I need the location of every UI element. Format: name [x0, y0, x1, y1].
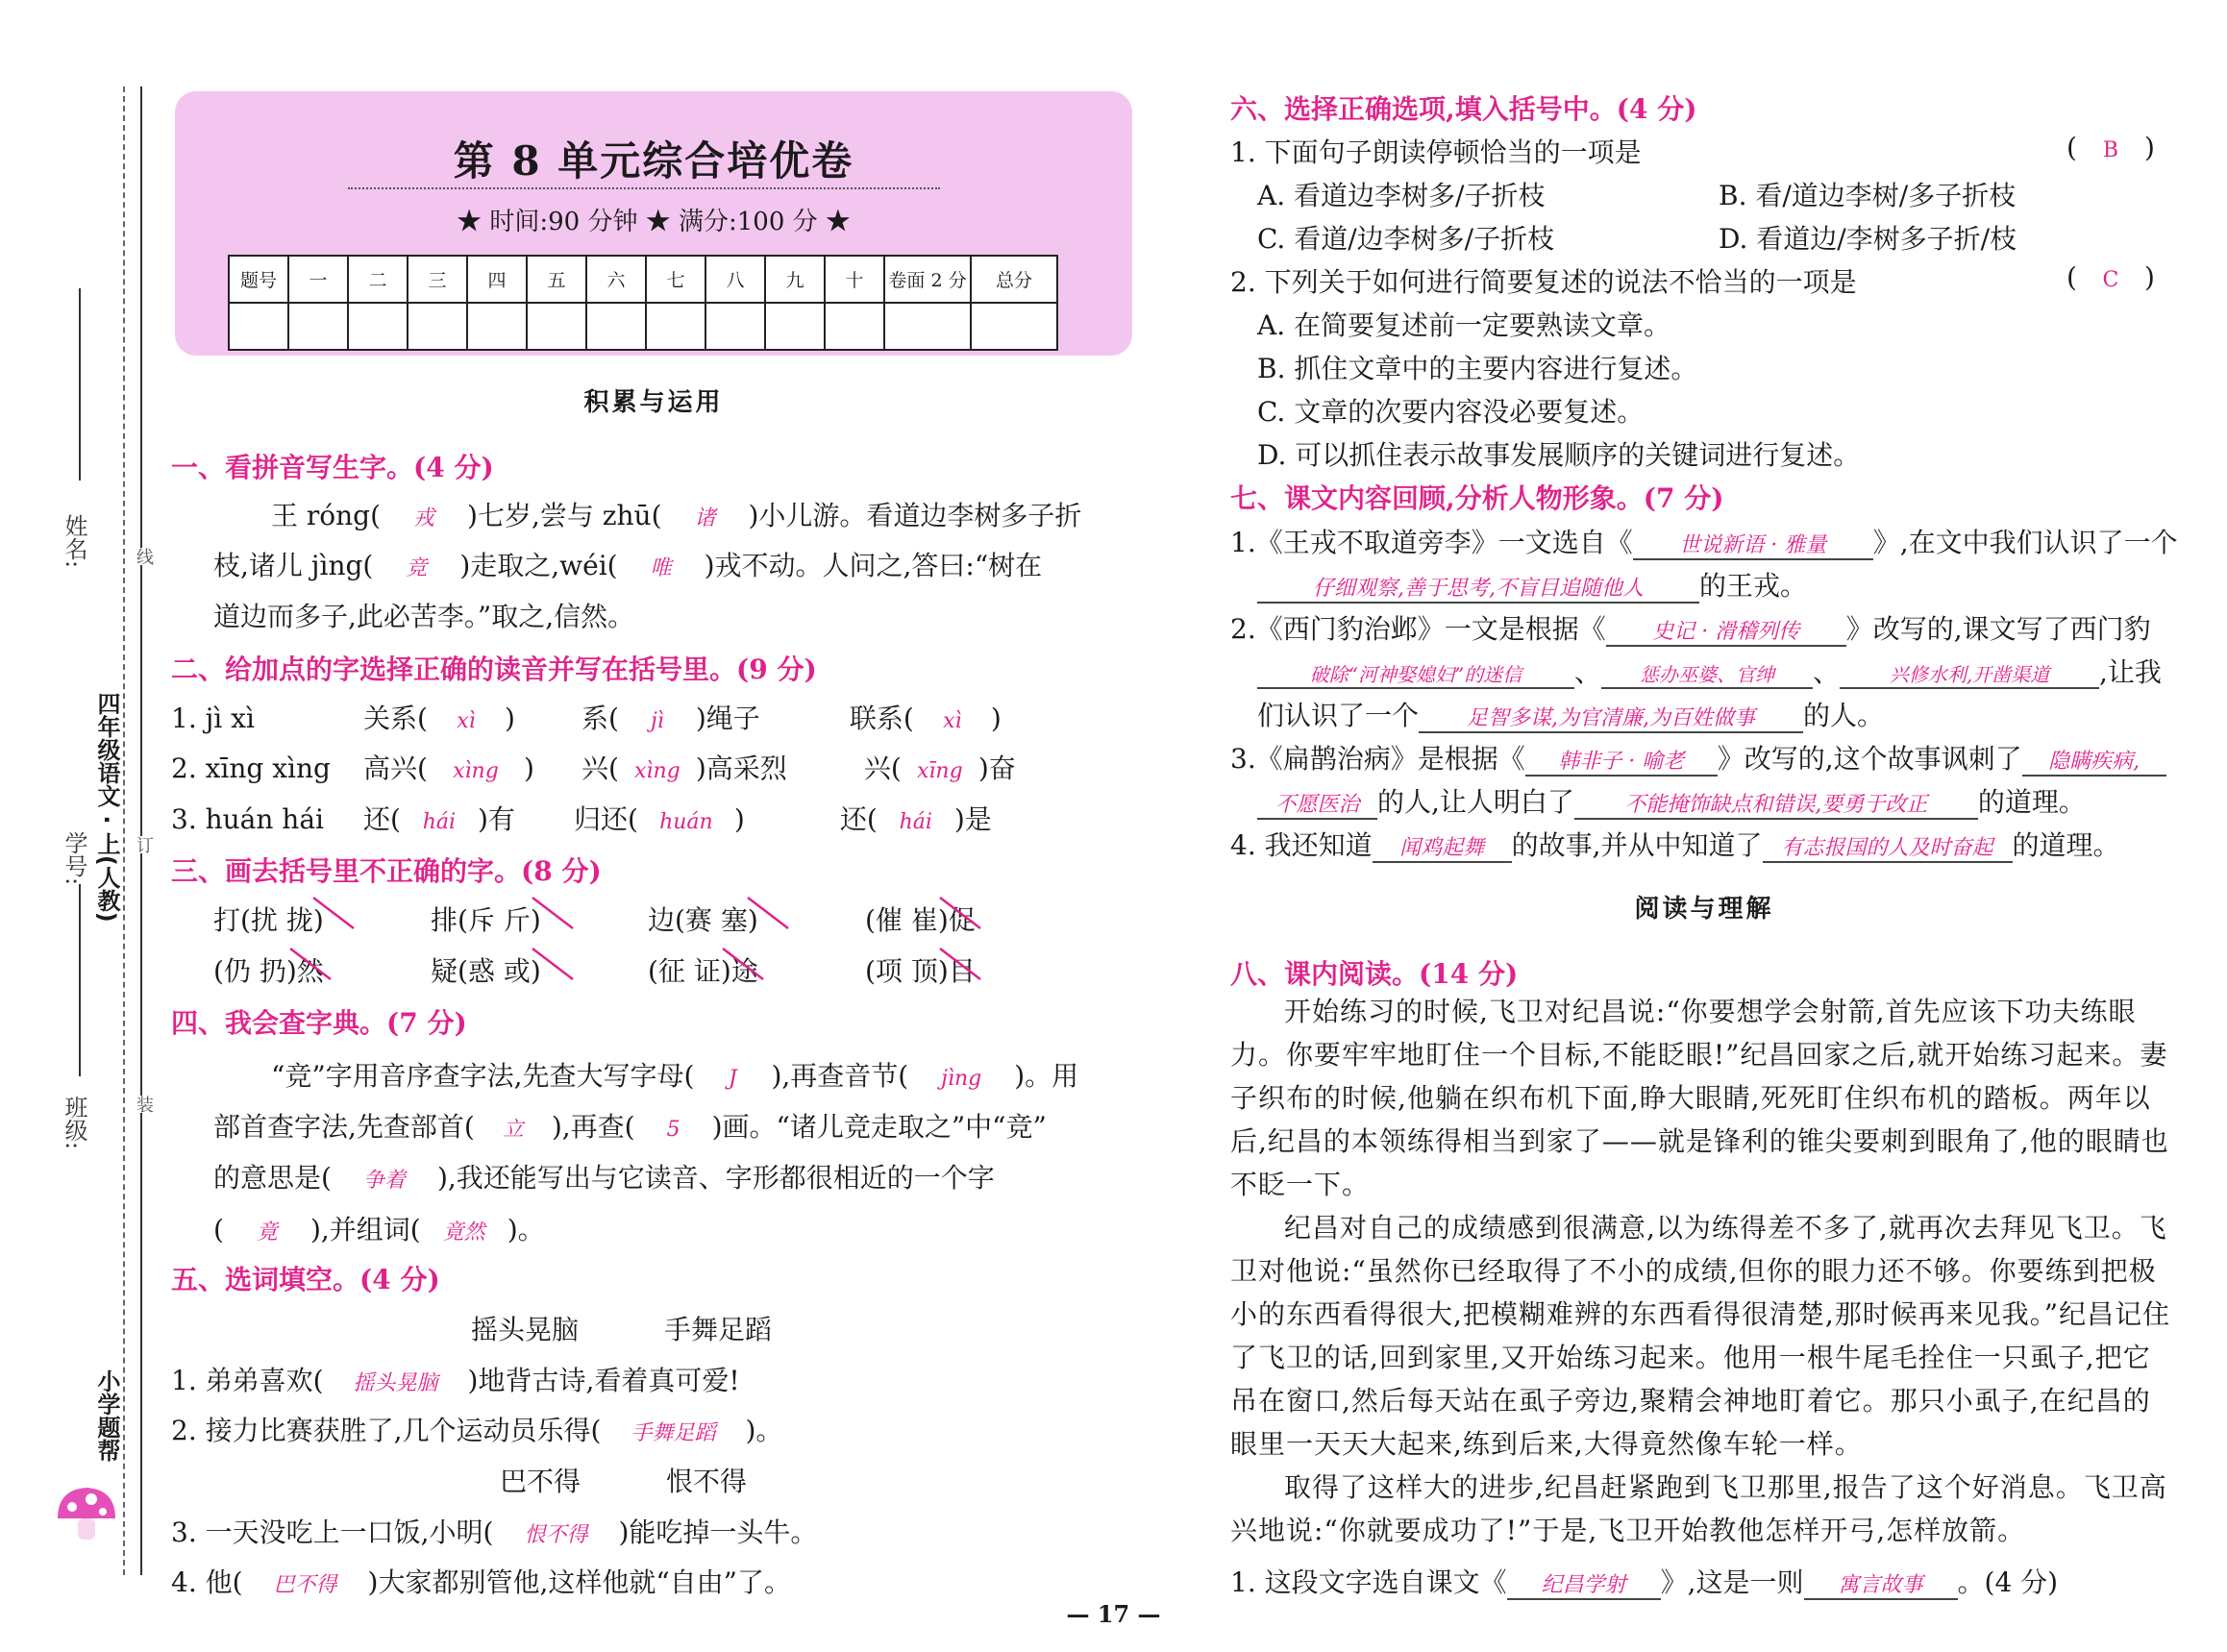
- score-cell[interactable]: [467, 303, 527, 350]
- q7-line-7: 不愿医治 的人,让人明白了 不能掩饰缺点和错误,要勇于改正 的道理。: [1257, 781, 2086, 820]
- q6-heading: 六、选择正确选项,填入括号中。(4 分): [1230, 93, 1697, 125]
- q5-sentence-3: 3. 一天没吃上一口饭,小明( 恨不得 )能吃掉一头牛。: [171, 1516, 818, 1548]
- q6-option-d: D. 看道边/李树多子折/枝: [1719, 223, 2017, 255]
- q6-q2-option-c: C. 文章的次要内容没必要复述。: [1257, 396, 1645, 428]
- q6-q2-option-b: B. 抓住文章中的主要内容进行复述。: [1257, 353, 1698, 384]
- score-table-head-row: [229, 256, 1057, 303]
- score-head: 总分: [971, 256, 1057, 303]
- score-cell[interactable]: [971, 303, 1057, 350]
- score-cell[interactable]: [348, 303, 408, 350]
- q5-sentence-2: 2. 接力比赛获胜了,几个运动员乐得( 手舞足蹈 )。: [171, 1415, 783, 1446]
- score-head: 九: [765, 256, 825, 303]
- score-cell[interactable]: [825, 303, 884, 350]
- score-head: 卷面 2 分: [884, 256, 971, 303]
- score-cell[interactable]: [408, 303, 467, 350]
- q1-line-3: 道边而多子,此必苦李。”取之,信然。: [213, 601, 635, 632]
- q6-answer-1: ( B ): [2066, 132, 2155, 163]
- class-label: 班级:: [61, 1096, 87, 1150]
- cut-mark-1: 线: [131, 548, 156, 565]
- score-head: 题号: [229, 256, 288, 303]
- score-cell[interactable]: [646, 303, 705, 350]
- q8-heading: 八、课内阅读。(14 分): [1230, 958, 1519, 990]
- name-label: 姓名:: [61, 514, 87, 569]
- q7-line-6: 3.《扁鹊治病》是根据《 韩非子 · 喻老 》改写的,这个故事讽刺了 隐瞒疾病,: [1230, 738, 2166, 777]
- reading-paragraph-3: 取得了这样大的进步,纪昌赶紧跑到飞卫那里,报告了这个好消息。飞卫高兴地说:“你就要成功了!”于是,飞卫开始教他怎样开弓,怎样放箭。: [1230, 1471, 2167, 1546]
- score-head: 七: [646, 256, 705, 303]
- brand-label: 小学题帮: [93, 1369, 120, 1462]
- score-table: [228, 255, 1058, 351]
- title-divider: [348, 187, 940, 189]
- book-label: 四年级语文 · 上(人教): [93, 692, 120, 923]
- page-number: — 17 —: [1066, 1600, 1161, 1628]
- q7-line-3: 2.《西门豹治邺》一文是根据《 史记 · 滑稽列传 》改写的,课文写了西门豹: [1230, 613, 2151, 645]
- score-head: 六: [586, 256, 646, 303]
- reading-paragraph-1: 开始练习的时候,飞卫对纪昌说:“你要想学会射箭,首先应该下功夫练眼力。你要牢牢地盯住一个目标,不能眨眼!”纪昌回家之后,就开始练习起来。妻子织布的时候,他躺在织布机下面,睁大眼睛,死死盯住织布机的踏板。两年以后,纪昌的本领练得相当到家了——就是锋利的锥尖要刺到眼角了,他的眼睛也不眨一下。: [1230, 996, 2169, 1200]
- exam-meta: ★ 时间:90 分钟 ★ 满分:100 分 ★: [457, 208, 851, 236]
- score-head: 一: [288, 256, 348, 303]
- q5-heading: 五、选词填空。(4 分): [171, 1264, 440, 1295]
- name-blank: [79, 288, 81, 481]
- q7-line-8: 4. 我还知道 闻鸡起舞 的故事,并从中知道了 有志报国的人及时奋起 的道理。: [1230, 829, 2120, 861]
- q6-option-a: A. 看道边李树多/子折枝: [1257, 180, 1546, 211]
- q6-q2-option-d: D. 可以抓住表示故事发展顺序的关键词进行复述。: [1257, 439, 1861, 471]
- q2-heading: 二、给加点的字选择正确的读音并写在括号里。(9 分): [171, 653, 817, 685]
- score-cell[interactable]: [705, 303, 765, 350]
- score-table-blank-row: [229, 303, 1057, 350]
- q1-line-1: 王 róng( 戎 )七岁,尝与 zhū( 诸 )小儿游。看道边李树多子折: [271, 500, 1082, 531]
- cut-mark-3: 装: [131, 1096, 156, 1113]
- q6-option-b: B. 看/道边李树/多子折枝: [1719, 180, 2017, 211]
- section-title-accumulate: 积累与运用: [583, 388, 724, 417]
- score-cell[interactable]: [288, 303, 348, 350]
- score-cell[interactable]: [527, 303, 586, 350]
- score-head: 八: [705, 256, 765, 303]
- q4-line-4: ( 竟 ),并组词( 竟然 )。: [213, 1214, 545, 1245]
- reading-paragraph-2: 纪昌对自己的成绩感到很满意,以为练得差不多了,就再次去拜见飞卫。飞卫对他说:“虽然你已经取得了不小的成绩,但你的眼力还不够。你要练到把极小的东西看得很大,把模糊难辨的东西看得很清楚,那时候再来见我。”纪昌记住了飞卫的话,回到家里,又开始练习起来。他用一根牛尾毛拴住一只虱子,把它吊在窗口,然后每天站在虱子旁边,聚精会神地盯着它。那只小虱子,在纪昌的眼里一天天大起来,练到后来,大得竟然像车轮一样。: [1230, 1212, 2171, 1460]
- score-cell[interactable]: [229, 303, 288, 350]
- score-head: 五: [527, 256, 586, 303]
- class-blank: [79, 884, 81, 1076]
- q3-heading: 三、画去括号里不正确的字。(8 分): [171, 855, 602, 887]
- q7-line-1: 1.《王戎不取道旁李》一文选自《 世说新语 · 雅量 》,在文中我们认识了一个: [1230, 527, 2178, 558]
- margin-border: [140, 86, 142, 1575]
- q5-word-bank-1: 摇头晃脑 手舞足蹈: [471, 1314, 773, 1345]
- q7-heading: 七、课文内容回顾,分析人物形象。(7 分): [1230, 482, 1724, 514]
- q6-q2-option-a: A. 在简要复述前一定要熟读文章。: [1257, 309, 1671, 341]
- q7-line-4: 破除“河神娶媳妇”的迷信 、 惩办巫婆、官绅 、 兴修水利,开凿渠道 ,让我: [1257, 652, 2162, 690]
- exam-header: [175, 91, 1132, 356]
- strike-marks: [213, 894, 1098, 990]
- q6-option-c: C. 看道/边李树多/子折枝: [1257, 223, 1555, 255]
- score-head: 三: [408, 256, 467, 303]
- q6-answer-2: ( C ): [2066, 261, 2155, 293]
- q4-line-1: “竞”字用音序查字法,先查大写字母( J ),再查音节( jìng )。用: [271, 1060, 1079, 1092]
- q2-row-2: 2. xīng xìng 高兴( xìng ) 兴( xìng )高采烈 兴( xīng )奋: [171, 752, 1016, 784]
- binding-margin: [0, 0, 154, 1652]
- exam-title: 第 8 单元综合培优卷: [453, 137, 854, 185]
- q3-row-1: 打(扰 拢) 排(斥 斤) 边(赛 塞) (催 崔)促: [213, 904, 976, 936]
- score-head: 四: [467, 256, 527, 303]
- score-cell[interactable]: [586, 303, 646, 350]
- q6-question-2: 2. 下列关于如何进行简要复述的说法不恰当的一项是: [1230, 266, 1857, 298]
- q5-word-bank-2: 巴不得 恨不得: [500, 1466, 748, 1497]
- q6-question-1: 1. 下面句子朗读停顿恰当的一项是: [1230, 136, 1642, 168]
- q1-line-2: 枝,诸儿 jìng( 竞 )走取之,wéi( 唯 )戎不动。人问之,答曰:“树在: [213, 550, 1043, 581]
- q1-heading: 一、看拼音写生字。(4 分): [171, 452, 494, 483]
- q2-row-1: 1. jì xì 关系( xì ) 系( jì )绳子 联系( xì ): [171, 703, 1002, 734]
- id-label: 学号:: [61, 831, 87, 886]
- q4-line-3: 的意思是( 争着 ),我还能写出与它读音、字形都很相近的一个字: [213, 1162, 995, 1194]
- q5-sentence-4: 4. 他( 巴不得 )大家都别管他,这样他就“自由”了。: [171, 1566, 792, 1598]
- cut-mark-2: 订: [131, 836, 156, 853]
- section-title-reading: 阅读与理解: [1634, 895, 1774, 924]
- q7-line-2: 仔细观察,善于思考,不盲目追随他人 的王戎。: [1257, 565, 1807, 604]
- q4-line-2: 部首查字法,先查部首( 立 ),再查( 5 )画。“诸儿竞走取之”中“竞”: [213, 1111, 1047, 1143]
- q5-sentence-1: 1. 弟弟喜欢( 摇头晃脑 )地背古诗,看着真可爱!: [171, 1365, 740, 1396]
- q7-line-5: 们认识了一个 足智多谋,为官清廉,为百姓做事 的人。: [1257, 700, 1885, 731]
- q8-question-1: 1. 这段文字选自课文《 纪昌学射 》,这是一则 寓言故事 。(4 分): [1230, 1566, 2059, 1598]
- q3-row-2: (仍 扔)然 疑(惑 或) (征 证)途 (项 顶)目: [213, 955, 976, 987]
- mushroom-logo-icon: [53, 1480, 120, 1547]
- score-head: 十: [825, 256, 884, 303]
- score-cell[interactable]: [884, 303, 971, 350]
- score-cell[interactable]: [765, 303, 825, 350]
- score-head: 二: [348, 256, 408, 303]
- q4-heading: 四、我会查字典。(7 分): [171, 1007, 467, 1039]
- q2-row-3: 3. huán hái 还( hái )有 归还( huán ) 还( hái )是: [171, 803, 992, 835]
